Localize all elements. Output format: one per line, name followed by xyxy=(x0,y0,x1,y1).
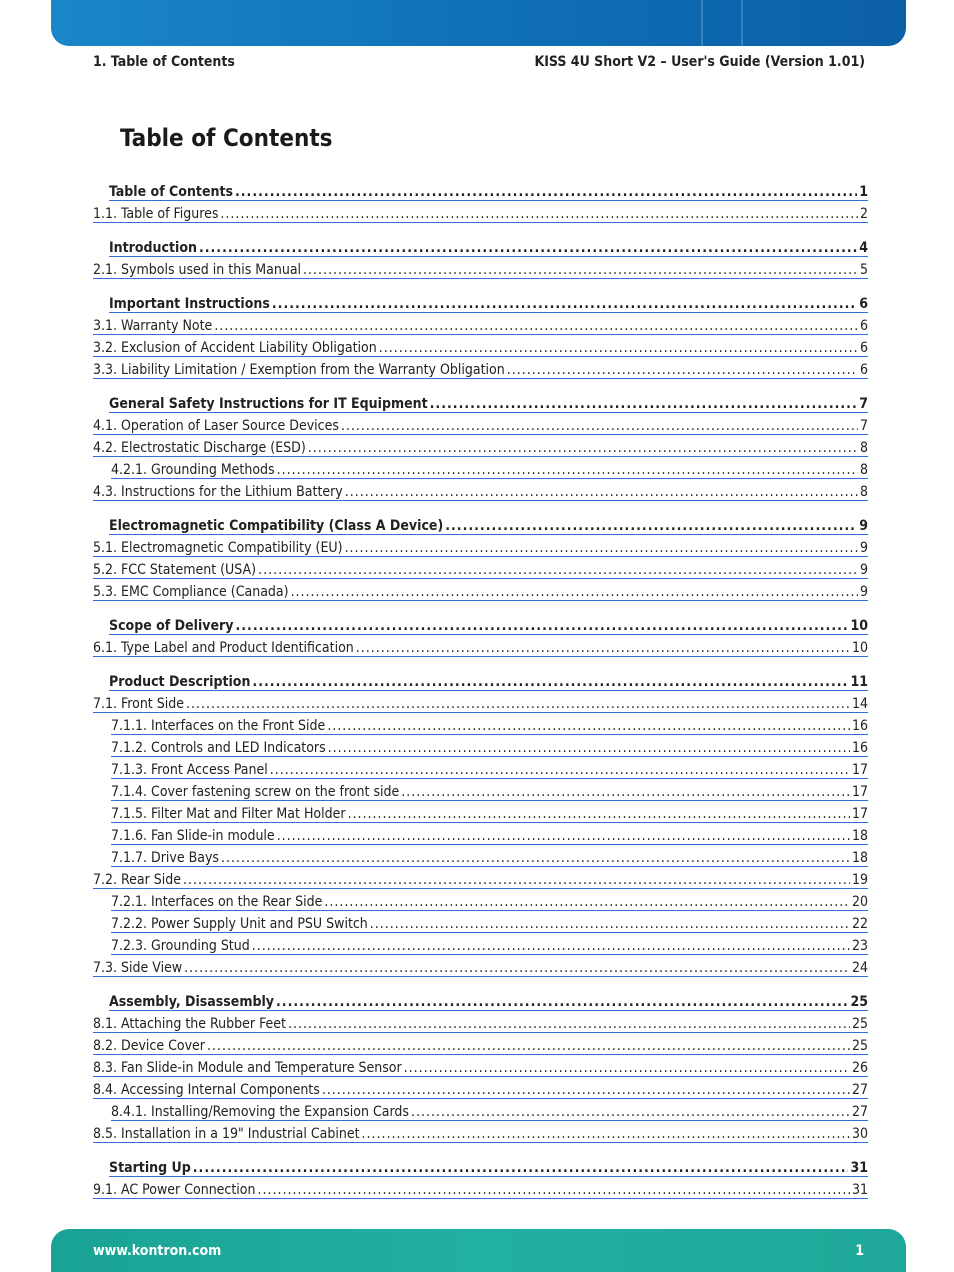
toc-entry-link[interactable] xyxy=(111,824,868,845)
toc-dot-leader xyxy=(362,1126,850,1142)
toc-dot-leader xyxy=(193,1160,849,1176)
toc-dot-leader xyxy=(404,1060,850,1076)
toc-entry-page: 14 xyxy=(851,696,868,712)
toc-entry-page: 4 xyxy=(859,240,868,256)
toc-dot-leader xyxy=(183,872,850,888)
toc-entry-label: 5.2. FCC Statement (USA) xyxy=(93,562,257,578)
toc-entry-label: 7.1.6. Fan Slide-in module xyxy=(111,828,275,844)
footer-band xyxy=(51,1229,906,1272)
toc-dot-leader xyxy=(327,718,850,734)
toc-dot-leader xyxy=(379,340,858,356)
toc-entry-label: 7.1.4. Cover fastening screw on the front side xyxy=(111,784,400,800)
toc-entry-label: 9.1. AC Power Connection xyxy=(93,1182,256,1198)
toc-entry-label: 8.2. Device Cover xyxy=(93,1038,205,1054)
toc-entry-link[interactable] xyxy=(93,636,868,657)
toc-entry-link[interactable] xyxy=(93,202,868,223)
toc-entry-label: General Safety Instructions for IT Equipment xyxy=(109,396,428,412)
toc-entry-label: Electromagnetic Compatibility (Class A Device) xyxy=(109,518,444,534)
toc-entry-page: 6 xyxy=(859,318,868,334)
toc-entry-label: 8.4. Accessing Internal Components xyxy=(93,1082,320,1098)
toc-entry-page: 8 xyxy=(859,462,868,478)
toc-entry-label: 7.1.2. Controls and LED Indicators xyxy=(111,740,326,756)
toc-entry-link[interactable] xyxy=(93,1012,868,1033)
toc-dot-leader xyxy=(214,318,858,334)
toc-chapter-link[interactable] xyxy=(109,392,868,413)
toc-entry-page: 31 xyxy=(850,1160,868,1176)
toc-entry-page: 6 xyxy=(859,340,868,356)
page-title: Table of Contents xyxy=(120,124,333,152)
toc-dot-leader xyxy=(199,240,857,256)
toc-dot-leader xyxy=(303,262,858,278)
toc-entry-label: 5.1. Electromagnetic Compatibility (EU) xyxy=(93,540,343,556)
toc-entry-label: 8.1. Attaching the Rubber Feet xyxy=(93,1016,286,1032)
toc-dot-leader xyxy=(370,916,850,932)
running-header-section: 1. Table of Contents xyxy=(93,54,235,70)
toc-entry-page: 10 xyxy=(851,640,868,656)
toc-entry-link[interactable] xyxy=(93,692,868,713)
toc-entry-label: Scope of Delivery xyxy=(109,618,234,634)
toc-entry-label: 6.1. Type Label and Product Identification xyxy=(93,640,354,656)
toc-entry-label: 3.2. Exclusion of Accident Liability Obligation xyxy=(93,340,377,356)
toc-entry-label: 3.1. Warranty Note xyxy=(93,318,213,334)
toc-entry-link[interactable] xyxy=(93,1178,868,1199)
toc-entry-link[interactable] xyxy=(93,336,868,357)
toc-entry-label: 7.2.3. Grounding Stud xyxy=(111,938,250,954)
toc-entry-link[interactable] xyxy=(111,736,868,757)
toc-entry-link[interactable] xyxy=(93,480,868,501)
toc-entry-page: 16 xyxy=(851,740,868,756)
toc-entry-link[interactable] xyxy=(93,580,868,601)
toc-entry-label: Assembly, Disassembly xyxy=(109,994,275,1010)
toc-dot-leader xyxy=(235,618,848,634)
toc-chapter-link[interactable] xyxy=(109,1156,868,1177)
toc-entry-link[interactable] xyxy=(93,558,868,579)
toc-entry-page: 8 xyxy=(859,440,868,456)
toc-entry-label: 8.4.1. Installing/Removing the Expansion Cards xyxy=(111,1104,409,1120)
toc-entry-link[interactable] xyxy=(93,1078,868,1099)
toc-entry-label: 7.1.3. Front Access Panel xyxy=(111,762,268,778)
toc-entry-link[interactable] xyxy=(93,258,868,279)
toc-entry-page: 26 xyxy=(851,1060,868,1076)
toc-entry-page: 16 xyxy=(851,718,868,734)
toc-entry-label: Table of Contents xyxy=(109,184,233,200)
toc-dot-leader xyxy=(328,740,850,756)
toc-entry-link[interactable] xyxy=(93,414,868,435)
toc-entry-label: 5.3. EMC Compliance (Canada) xyxy=(93,584,289,600)
toc-entry-page: 11 xyxy=(850,674,868,690)
toc-entry-link[interactable] xyxy=(93,868,868,889)
header-band-stripe xyxy=(701,0,703,46)
toc-dot-leader xyxy=(186,696,850,712)
toc-entry-link[interactable] xyxy=(93,956,868,977)
toc-entry-page: 18 xyxy=(851,828,868,844)
toc-dot-leader xyxy=(221,850,850,866)
toc-entry-page: 9 xyxy=(859,540,868,556)
toc-dot-leader xyxy=(257,1182,849,1198)
toc-chapter-link[interactable] xyxy=(109,514,868,535)
toc-entry-page: 1 xyxy=(859,184,868,200)
toc-dot-leader xyxy=(252,674,848,690)
toc-entry-label: 4.2. Electrostatic Discharge (ESD) xyxy=(93,440,306,456)
toc-entry-label: Product Description xyxy=(109,674,251,690)
toc-dot-leader xyxy=(356,640,850,656)
toc-entry-page: 17 xyxy=(851,784,868,800)
toc-dot-leader xyxy=(288,1016,850,1032)
toc-entry-link[interactable] xyxy=(93,436,868,457)
toc-dot-leader xyxy=(235,184,857,200)
toc-dot-leader xyxy=(430,396,858,412)
toc-entry-label: 7.2.1. Interfaces on the Rear Side xyxy=(111,894,323,910)
toc-dot-leader xyxy=(270,762,850,778)
toc-dot-leader xyxy=(345,540,858,556)
toc-dot-leader xyxy=(322,1082,850,1098)
toc-entry-page: 7 xyxy=(859,396,868,412)
toc-entry-label: Important Instructions xyxy=(109,296,270,312)
footer-page-number: 1 xyxy=(855,1242,864,1259)
toc-entry-page: 9 xyxy=(859,518,868,534)
toc-dot-leader xyxy=(411,1104,850,1120)
toc-entry-link[interactable] xyxy=(93,1122,868,1143)
toc-entry-link[interactable] xyxy=(111,714,868,735)
toc-chapter-link[interactable] xyxy=(109,670,868,691)
header-band xyxy=(51,0,906,46)
toc-entry-page: 2 xyxy=(859,206,868,222)
toc-dot-leader xyxy=(277,828,850,844)
toc-entry-label: 7.2.2. Power Supply Unit and PSU Switch xyxy=(111,916,368,932)
toc-entry-page: 20 xyxy=(851,894,868,910)
toc-dot-leader xyxy=(345,484,858,500)
toc-dot-leader xyxy=(401,784,850,800)
toc-entry-label: 8.5. Installation in a 19" Industrial Cabinet xyxy=(93,1126,360,1142)
toc-dot-leader xyxy=(258,562,858,578)
toc-dot-leader xyxy=(272,296,857,312)
toc-entry-page: 27 xyxy=(851,1082,868,1098)
toc-entry-label: 4.3. Instructions for the Lithium Battery xyxy=(93,484,343,500)
toc-entry-label: 4.1. Operation of Laser Source Devices xyxy=(93,418,339,434)
toc-entry-link[interactable] xyxy=(93,358,868,379)
toc-entry-label: 7.1.7. Drive Bays xyxy=(111,850,219,866)
toc-entry-link[interactable] xyxy=(111,458,868,479)
toc-entry-label: 7.2. Rear Side xyxy=(93,872,182,888)
toc-entry-page: 25 xyxy=(850,994,868,1010)
toc-chapter-link[interactable] xyxy=(109,236,868,257)
toc-entry-link[interactable] xyxy=(93,1056,868,1077)
toc-entry-link[interactable] xyxy=(111,1100,868,1121)
footer-website: www.kontron.com xyxy=(93,1242,222,1259)
toc-entry-link[interactable] xyxy=(111,846,868,867)
toc-dot-leader xyxy=(276,994,848,1010)
toc-dot-leader xyxy=(277,462,858,478)
toc-entry-page: 19 xyxy=(851,872,868,888)
toc-entry-page: 24 xyxy=(851,960,868,976)
toc-entry-page: 31 xyxy=(851,1182,868,1198)
toc-entry-label: 4.2.1. Grounding Methods xyxy=(111,462,275,478)
toc-chapter-link[interactable] xyxy=(109,180,868,201)
running-header-document: KISS 4U Short V2 – User's Guide (Version 1.01) xyxy=(534,54,865,70)
toc-entry-label: Starting Up xyxy=(109,1160,191,1176)
toc-dot-leader xyxy=(207,1038,850,1054)
toc-entry-link[interactable] xyxy=(93,314,868,335)
toc-entry-page: 5 xyxy=(859,262,868,278)
toc-entry-label: 7.1. Front Side xyxy=(93,696,184,712)
toc-chapter-link[interactable] xyxy=(109,292,868,313)
toc-chapter-link[interactable] xyxy=(109,990,868,1011)
toc-entry-link[interactable] xyxy=(111,802,868,823)
toc-dot-leader xyxy=(507,362,858,378)
toc-entry-page: 23 xyxy=(851,938,868,954)
toc-dot-leader xyxy=(184,960,850,976)
toc-entry-page: 8 xyxy=(859,484,868,500)
toc-dot-leader xyxy=(341,418,858,434)
toc-entry-link[interactable] xyxy=(111,758,868,779)
toc-entry-page: 18 xyxy=(851,850,868,866)
toc-entry-page: 9 xyxy=(859,562,868,578)
toc-entry-page: 25 xyxy=(851,1016,868,1032)
toc-entry-label: 1.1. Table of Figures xyxy=(93,206,219,222)
toc-entry-label: 7.1.1. Interfaces on the Front Side xyxy=(111,718,326,734)
toc-entry-label: 2.1. Symbols used in this Manual xyxy=(93,262,302,278)
toc-dot-leader xyxy=(252,938,850,954)
toc-entry-link[interactable] xyxy=(111,934,868,955)
toc-entry-label: 3.3. Liability Limitation / Exemption from the Warranty Obligation xyxy=(93,362,505,378)
toc-entry-label: 7.1.5. Filter Mat and Filter Mat Holder xyxy=(111,806,346,822)
toc-entry-link[interactable] xyxy=(111,890,868,911)
toc-dot-leader xyxy=(348,806,850,822)
toc-entry-page: 6 xyxy=(859,296,868,312)
toc-dot-leader xyxy=(324,894,850,910)
toc-entry-page: 25 xyxy=(851,1038,868,1054)
toc-entry-link[interactable] xyxy=(111,912,868,933)
header-band-stripe xyxy=(741,0,743,46)
toc-dot-leader xyxy=(291,584,858,600)
toc-entry-link[interactable] xyxy=(93,1034,868,1055)
toc-chapter-link[interactable] xyxy=(109,614,868,635)
toc-entry-page: 30 xyxy=(851,1126,868,1142)
toc-entry-page: 22 xyxy=(851,916,868,932)
toc-entry-label: Introduction xyxy=(109,240,197,256)
toc-entry-page: 17 xyxy=(851,762,868,778)
toc-dot-leader xyxy=(220,206,858,222)
toc-entry-page: 6 xyxy=(859,362,868,378)
toc-dot-leader xyxy=(308,440,858,456)
toc-entry-page: 9 xyxy=(859,584,868,600)
toc-entry-link[interactable] xyxy=(93,536,868,557)
toc-entry-label: 7.3. Side View xyxy=(93,960,183,976)
toc-entry-page: 17 xyxy=(851,806,868,822)
toc-entry-link[interactable] xyxy=(111,780,868,801)
toc-entry-label: 8.3. Fan Slide-in Module and Temperature Sensor xyxy=(93,1060,402,1076)
toc-entry-page: 10 xyxy=(850,618,868,634)
running-header xyxy=(93,52,865,72)
toc-entry-page: 27 xyxy=(851,1104,868,1120)
toc-dot-leader xyxy=(445,518,857,534)
toc-entry-page: 7 xyxy=(859,418,868,434)
